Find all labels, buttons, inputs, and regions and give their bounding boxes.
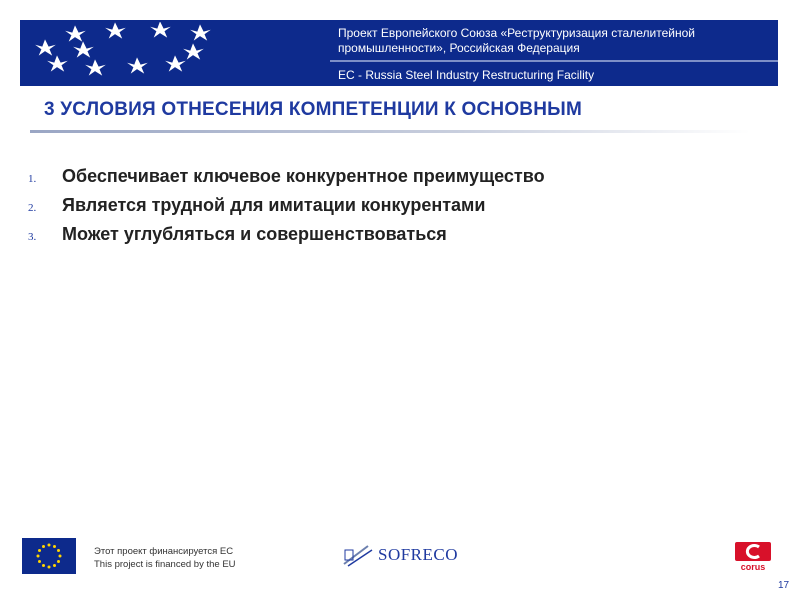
list-item-text: Является трудной для имитации конкурентами: [62, 195, 486, 215]
project-title-en: EC - Russia Steel Industry Restructuring Facility: [338, 68, 595, 82]
page-number: 17: [778, 580, 790, 591]
sofreco-logo: [342, 542, 458, 568]
banner-divider: [330, 60, 778, 62]
list-item-text: Обеспечивает ключевое конкурентное преимущество: [62, 166, 545, 186]
funding-note-ru: Этот проект финансируется ЕС: [94, 546, 234, 557]
corus-logo-text: corus: [740, 562, 766, 572]
project-title-ru: Проект Европейского Союза «Реструктуризация сталелитейной промышленности», Российская Федерация: [338, 26, 695, 55]
list-item: [28, 195, 545, 224]
sofreco-logo-text: SOFRECO: [378, 545, 459, 564]
list-item-text: Может углубляться и совершенствоваться: [62, 224, 447, 244]
conditions-list: [28, 166, 545, 253]
list-item: [28, 166, 545, 195]
list-item: [28, 224, 545, 253]
funding-note: [94, 545, 236, 571]
list-item-number: 3.: [28, 231, 37, 243]
slide-title: 3 УСЛОВИЯ ОТНЕСЕНИЯ КОМПЕТЕНЦИИ К ОСНОВНЫМ: [44, 99, 582, 120]
title-underline: [30, 130, 750, 133]
corus-logo-icon: [735, 542, 771, 572]
list-item-number: 1.: [28, 173, 37, 185]
sofreco-logo-icon: [342, 542, 374, 568]
list-item-number: 2.: [28, 202, 37, 214]
funding-note-en: This project is financed by the EU: [94, 559, 236, 570]
eu-flag-icon: [22, 538, 76, 574]
flying-stars-icon: [30, 22, 240, 84]
